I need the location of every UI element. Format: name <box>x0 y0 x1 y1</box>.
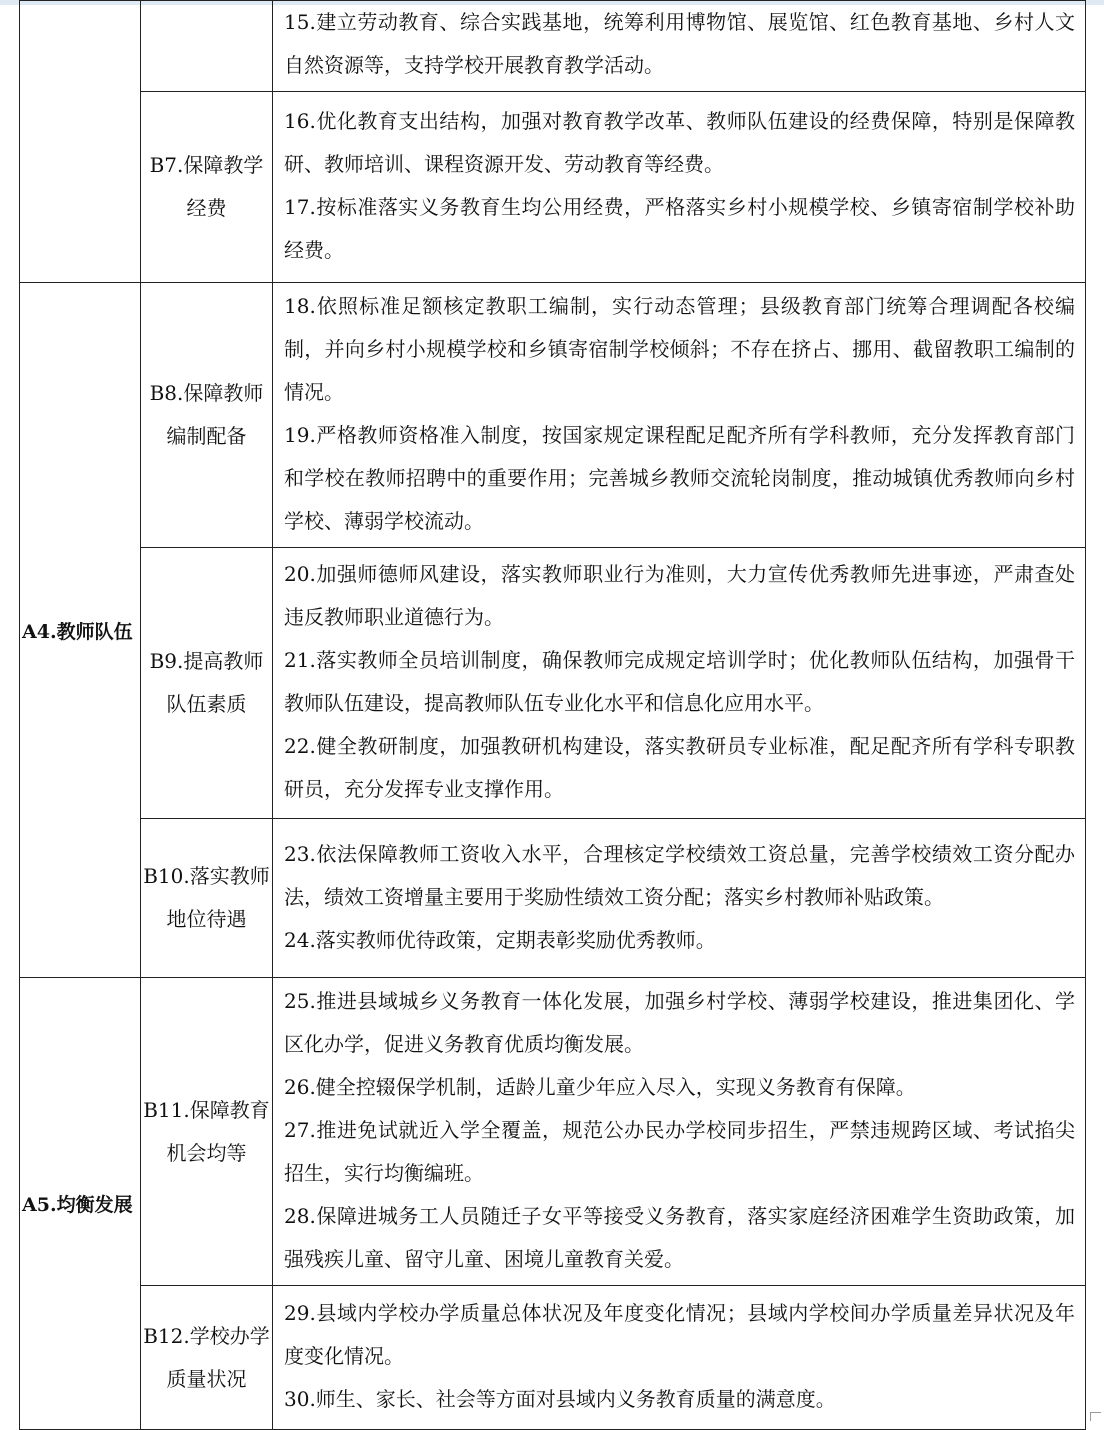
indicator-a4: A4.教师队伍 <box>20 283 141 978</box>
table-row <box>20 92 1086 283</box>
criteria-cell <box>273 978 1086 1286</box>
criterion-28: 28.保障进城务工人员随迁子女平等接受义务教育，落实家庭经济困难学生资助政策，加强残疾儿童、留守儿童、困境儿童教育关爱。 <box>284 1204 1075 1271</box>
table-row <box>20 1286 1086 1430</box>
criterion-24: 24.落实教师优待政策，定期表彰奖励优秀教师。 <box>284 927 716 952</box>
criterion-20: 20.加强师德师风建设，落实教师职业行为准则，大力宣传优秀教师先进事迹，严肃查处违反教师职业道德行为。 <box>284 562 1075 629</box>
criterion-26: 26.健全控辍保学机制，适龄儿童少年应入尽入，实现义务教育有保障。 <box>284 1075 916 1099</box>
criterion-27: 27.推进免试就近入学全覆盖，规范公办民办学校同步招生，严禁违规跨区域、考试掐尖招生，实行均衡编班。 <box>284 1118 1075 1185</box>
criterion-30: 30.师生、家长、社会等方面对县域内义务教育质量的满意度。 <box>284 1387 836 1411</box>
indicator-a5: A5.均衡发展 <box>20 978 141 1430</box>
criteria-cell <box>273 819 1086 978</box>
criterion-15: 15.建立劳动教育、综合实践基地，统筹利用博物馆、展览馆、红色教育基地、乡村人文自然资源等，支持学校开展教育教学活动。 <box>284 10 1075 77</box>
criterion-18: 18.依照标准足额核定教职工编制，实行动态管理；县级教育部门统筹合理调配各校编制，并向乡村小规模学校和乡镇寄宿制学校倾斜；不存在挤占、挪用、截留教职工编制的情况。 <box>284 294 1075 404</box>
criteria-cell <box>273 283 1086 548</box>
table-row <box>20 1 1086 92</box>
criterion-22: 22.健全教研制度，加强教研机构建设，落实教研员专业标准，配足配齐所有学科专职教研员，充分发挥专业支撑作用。 <box>284 734 1075 801</box>
page-corner-mark <box>1090 1412 1101 1421</box>
criterion-19: 19.严格教师资格准入制度，按国家规定课程配足配齐所有学科教师，充分发挥教育部门和学校在教师招聘中的重要作用；完善城乡教师交流轮岗制度，推动城镇优秀教师向乡村学校、薄弱学校流动。 <box>284 423 1075 533</box>
criterion-23: 23.依法保障教师工资收入水平，合理核定学校绩效工资总量，完善学校绩效工资分配办法，绩效工资增量主要用于奖励性绩效工资分配；落实乡村教师补贴政策。 <box>284 841 1075 909</box>
indicator-b10: B10.落实教师地位待遇 <box>141 819 273 978</box>
criterion-29: 29.县域内学校办学质量总体状况及年度变化情况；县域内学校间办学质量差异状况及年度变化情况。 <box>284 1301 1075 1368</box>
evaluation-table <box>19 0 1086 1430</box>
criteria-cell <box>273 548 1086 819</box>
table-row <box>20 548 1086 819</box>
criteria-cell <box>273 1286 1086 1430</box>
indicator-b8: B8.保障教师编制配备 <box>141 283 273 548</box>
indicator-a3-continued-cell <box>20 1 141 283</box>
table-row <box>20 819 1086 978</box>
indicator-b7: B7.保障教学经费 <box>141 92 273 283</box>
criterion-16: 16.优化教育支出结构，加强对教育教学改革、教师队伍建设的经费保障，特别是保障教研、教师培训、课程资源开发、劳动教育等经费。 <box>284 109 1075 176</box>
indicator-b9: B9.提高教师队伍素质 <box>141 548 273 819</box>
criterion-25: 25.推进县域城乡义务教育一体化发展，加强乡村学校、薄弱学校建设，推进集团化、学区化办学，促进义务教育优质均衡发展。 <box>284 989 1075 1056</box>
indicator-b6-continued-cell <box>141 1 273 92</box>
indicator-b12: B12.学校办学质量状况 <box>141 1286 273 1430</box>
criteria-cell <box>273 92 1086 283</box>
table-row <box>20 978 1086 1286</box>
indicator-b11: B11.保障教育机会均等 <box>141 978 273 1286</box>
criterion-21: 21.落实教师全员培训制度，确保教师完成规定培训学时；优化教师队伍结构，加强骨干教师队伍建设，提高教师队伍专业化水平和信息化应用水平。 <box>284 648 1075 715</box>
criteria-cell <box>273 1 1086 92</box>
criterion-17: 17.按标准落实义务教育生均公用经费，严格落实乡村小规模学校、乡镇寄宿制学校补助经费。 <box>284 195 1075 262</box>
table-row <box>20 283 1086 548</box>
